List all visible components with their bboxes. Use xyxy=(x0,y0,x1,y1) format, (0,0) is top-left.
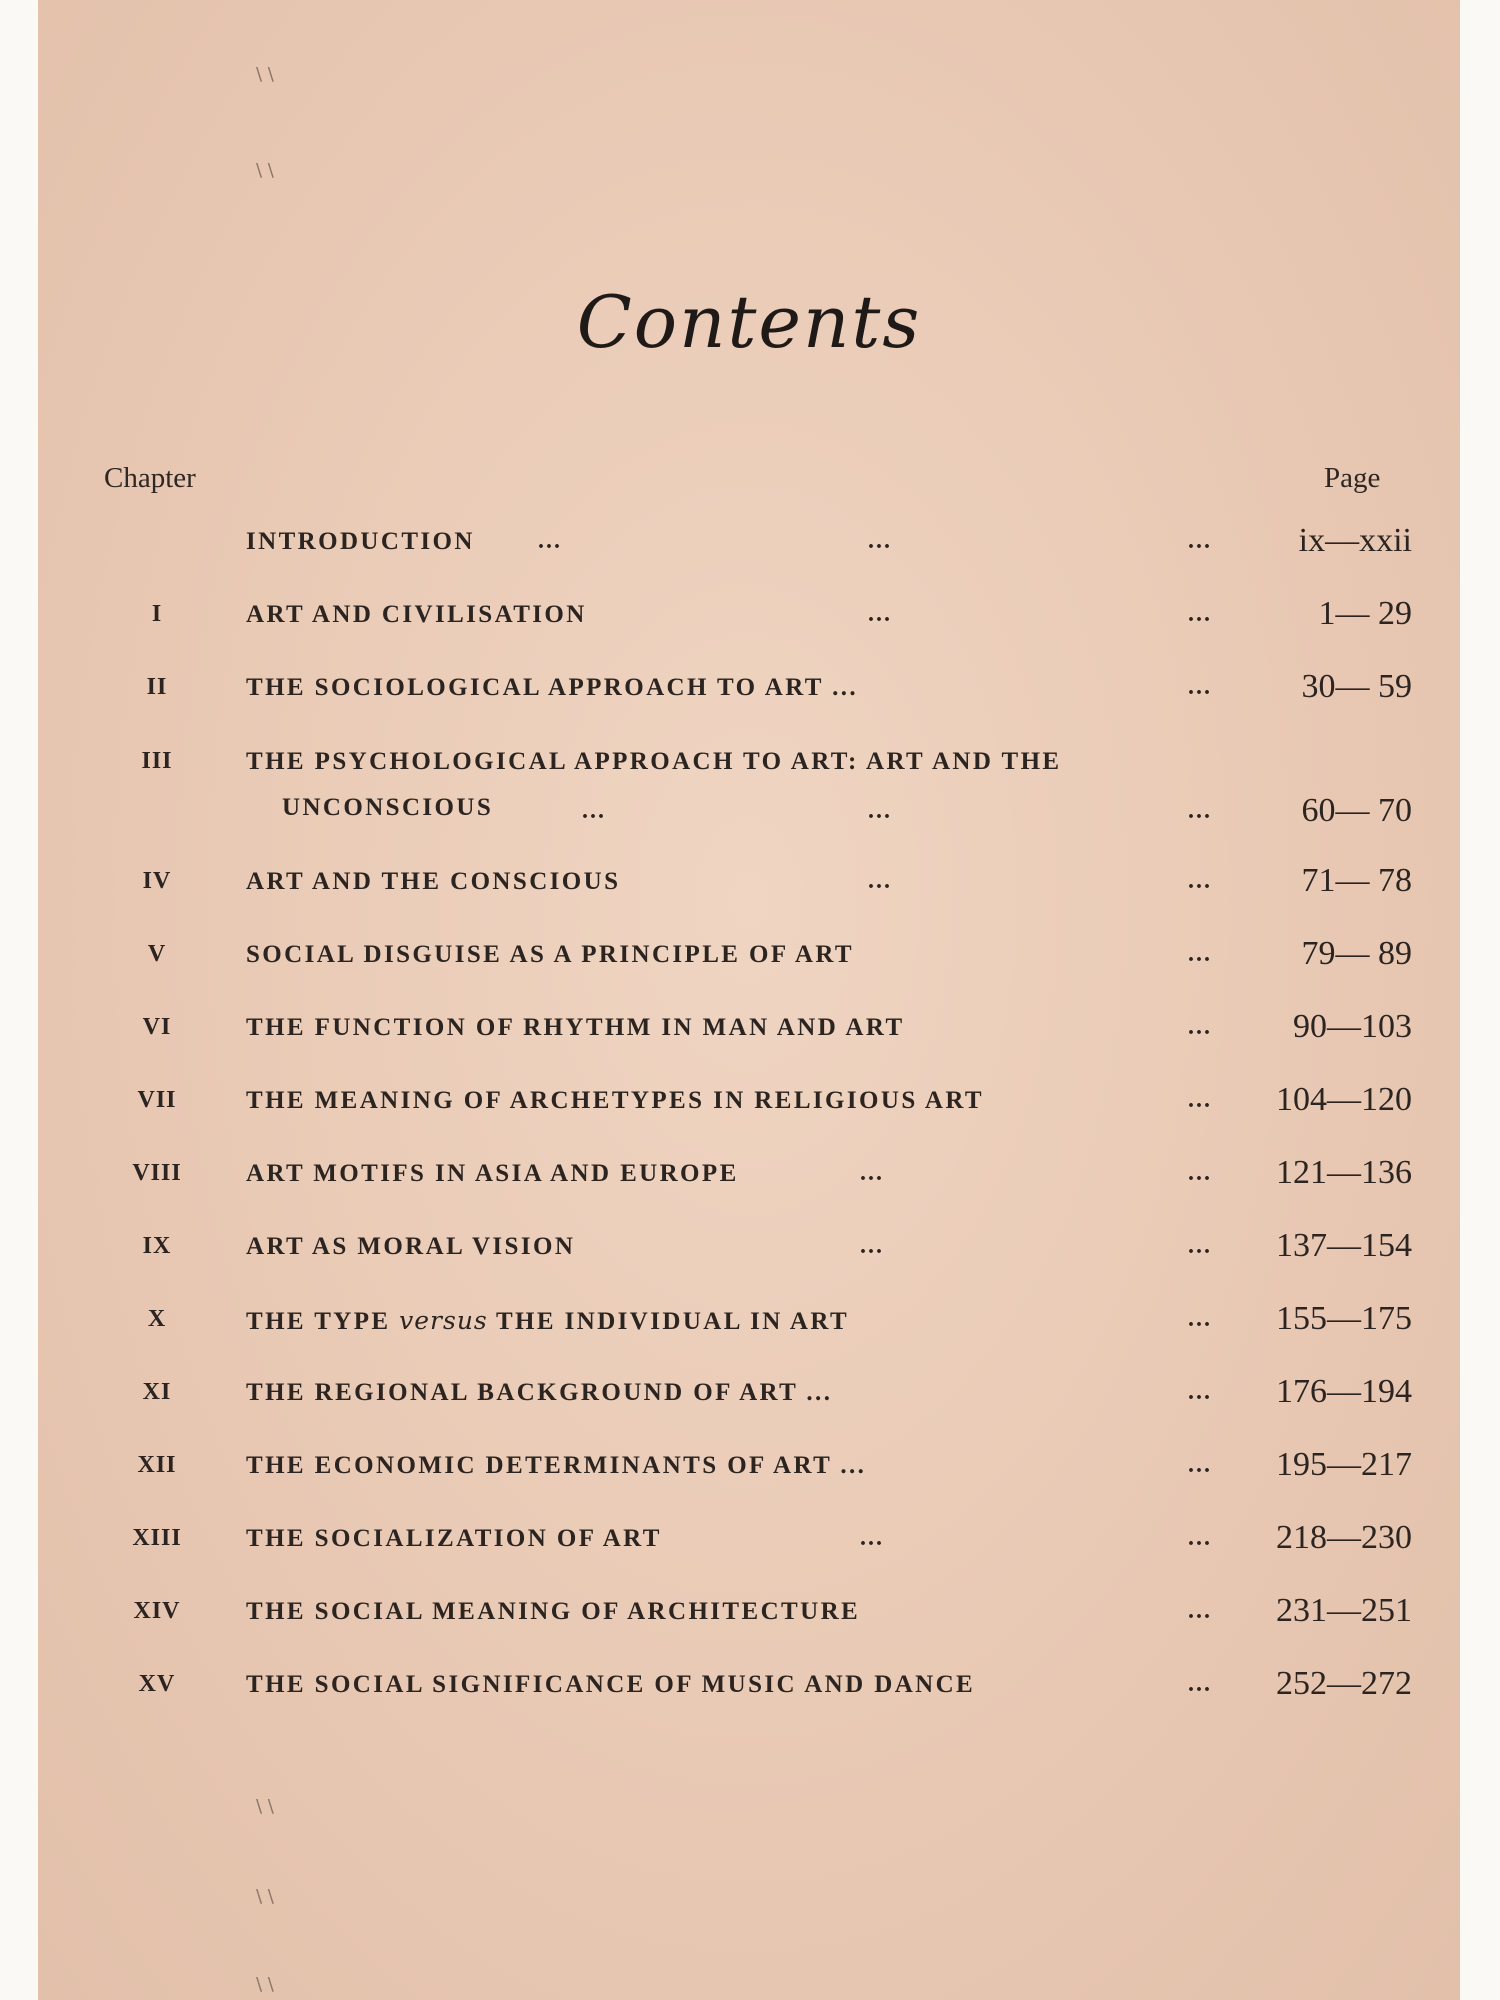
entry-pages: 137—154 xyxy=(1276,1227,1412,1264)
leader-dots: ... xyxy=(860,1525,884,1551)
toc-entry-introduction xyxy=(38,522,1460,566)
leader-dots: ... xyxy=(1188,1306,1212,1332)
entry-pages: ix—xxii xyxy=(1298,522,1412,559)
leader-dots: ... xyxy=(868,601,892,627)
chapter-number: III xyxy=(141,748,173,774)
chapter-column-header: Chapter xyxy=(104,462,196,494)
entry-title: THE MEANING OF ARCHETYPES IN RELIGIOUS ART xyxy=(246,1087,984,1114)
leader-dots: ... xyxy=(1188,798,1212,824)
entry-title xyxy=(246,748,1062,822)
entry-title: SOCIAL DISGUISE AS A PRINCIPLE OF ART xyxy=(246,941,854,968)
entry-pages: 30— 59 xyxy=(1301,668,1412,705)
entry-pages: 176—194 xyxy=(1276,1373,1412,1410)
chapter-number: VI xyxy=(142,1014,172,1040)
leader-dots: ... xyxy=(860,1160,884,1186)
entry-pages: 252—272 xyxy=(1276,1665,1412,1702)
leader-dots: ... xyxy=(1188,941,1212,967)
toc-entry xyxy=(38,1592,1460,1636)
chapter-number: IV xyxy=(142,868,172,894)
chapter-number: XII xyxy=(137,1452,177,1478)
toc-entry xyxy=(38,595,1460,639)
entry-title: THE SOCIALIZATION OF ART xyxy=(246,1525,662,1552)
entry-pages: 71— 78 xyxy=(1301,862,1412,899)
paper-speck: \ \ xyxy=(256,64,274,85)
entry-pages: 79— 89 xyxy=(1301,935,1412,972)
entry-pages: 104—120 xyxy=(1276,1081,1412,1118)
entry-pages: 218—230 xyxy=(1276,1519,1412,1556)
toc-entry xyxy=(38,1081,1460,1125)
chapter-number: XIV xyxy=(133,1598,181,1624)
entry-title: INTRODUCTION xyxy=(246,528,475,555)
leader-dots: ... xyxy=(1188,601,1212,627)
entry-title: THE SOCIAL MEANING OF ARCHITECTURE xyxy=(246,1598,861,1625)
leader-dots: ... xyxy=(1188,1598,1212,1624)
leader-dots: ... xyxy=(538,528,562,554)
entry-title: THE SOCIOLOGICAL APPROACH TO ART ... xyxy=(246,674,859,701)
leader-dots: ... xyxy=(860,1233,884,1259)
entry-title-line-1: THE PSYCHOLOGICAL APPROACH TO ART: ART AND THE xyxy=(246,748,1062,775)
leader-dots: ... xyxy=(1188,868,1212,894)
toc-entry xyxy=(38,1300,1460,1344)
entry-pages: 60— 70 xyxy=(1301,792,1412,829)
toc-entry xyxy=(38,862,1460,906)
leader-dots: ... xyxy=(868,528,892,554)
leader-dots: ... xyxy=(1188,1671,1212,1697)
toc-entry xyxy=(38,1154,1460,1198)
toc-entry xyxy=(38,1373,1460,1417)
chapter-number: XI xyxy=(142,1379,172,1405)
entry-title: THE FUNCTION OF RHYTHM IN MAN AND ART xyxy=(246,1014,905,1041)
entry-title-line-2: UNCONSCIOUS xyxy=(282,794,494,821)
leader-dots: ... xyxy=(1188,528,1212,554)
chapter-number: X xyxy=(147,1306,167,1332)
toc-entry xyxy=(38,1008,1460,1052)
entry-pages: 90—103 xyxy=(1293,1008,1412,1045)
page-column-header: Page xyxy=(1324,462,1381,494)
paper-speck: \ \ xyxy=(256,1886,274,1907)
leader-dots: ... xyxy=(1188,1452,1212,1478)
entry-pages: 195—217 xyxy=(1276,1446,1412,1483)
chapter-number: XIII xyxy=(132,1525,182,1551)
entry-title: ART AND CIVILISATION xyxy=(246,601,587,628)
chapter-number: IX xyxy=(142,1233,172,1259)
entry-pages: 121—136 xyxy=(1276,1154,1412,1191)
leader-dots: ... xyxy=(1188,1525,1212,1551)
entry-title-pre: THE TYPE xyxy=(246,1308,391,1335)
leader-dots: ... xyxy=(1188,1233,1212,1259)
paper-speck: \ \ xyxy=(256,1796,274,1817)
entry-pages: 231—251 xyxy=(1276,1592,1412,1629)
toc-entry xyxy=(38,1446,1460,1490)
entry-title xyxy=(246,1306,849,1336)
leader-dots: ... xyxy=(868,868,892,894)
chapter-number: V xyxy=(147,941,167,967)
entry-pages: 155—175 xyxy=(1276,1300,1412,1337)
chapter-number: VII xyxy=(137,1087,177,1113)
toc-entry xyxy=(38,1227,1460,1271)
toc-entry xyxy=(38,935,1460,979)
leader-dots: ... xyxy=(1188,1379,1212,1405)
chapter-number: XV xyxy=(138,1671,176,1697)
entry-title: THE ECONOMIC DETERMINANTS OF ART ... xyxy=(246,1452,867,1479)
entry-title: ART AND THE CONSCIOUS xyxy=(246,868,621,895)
toc-entry xyxy=(38,1665,1460,1709)
entry-title: THE SOCIAL SIGNIFICANCE OF MUSIC AND DANCE xyxy=(246,1671,976,1698)
entry-title: ART MOTIFS IN ASIA AND EUROPE xyxy=(246,1160,739,1187)
leader-dots: ... xyxy=(868,798,892,824)
toc-entry xyxy=(38,1519,1460,1563)
paper-speck: \ \ xyxy=(256,1974,274,1995)
leader-dots: ... xyxy=(1188,674,1212,700)
entry-title-italic: versus xyxy=(399,1306,488,1335)
leader-dots: ... xyxy=(582,798,606,824)
leader-dots: ... xyxy=(1188,1160,1212,1186)
entry-title: THE REGIONAL BACKGROUND OF ART ... xyxy=(246,1379,833,1406)
book-page xyxy=(38,0,1460,2000)
paper-speck: \ \ xyxy=(256,160,274,181)
chapter-number: VIII xyxy=(132,1160,182,1186)
toc-entry xyxy=(38,742,1460,842)
entry-pages: 1— 29 xyxy=(1318,595,1412,632)
page-title: Contents xyxy=(576,280,922,364)
toc-entry xyxy=(38,668,1460,712)
entry-title: ART AS MORAL VISION xyxy=(246,1233,576,1260)
leader-dots: ... xyxy=(1188,1014,1212,1040)
entry-title-post: THE INDIVIDUAL IN ART xyxy=(495,1308,850,1335)
chapter-number: I xyxy=(151,601,163,627)
chapter-number: II xyxy=(146,674,168,700)
leader-dots: ... xyxy=(1188,1087,1212,1113)
